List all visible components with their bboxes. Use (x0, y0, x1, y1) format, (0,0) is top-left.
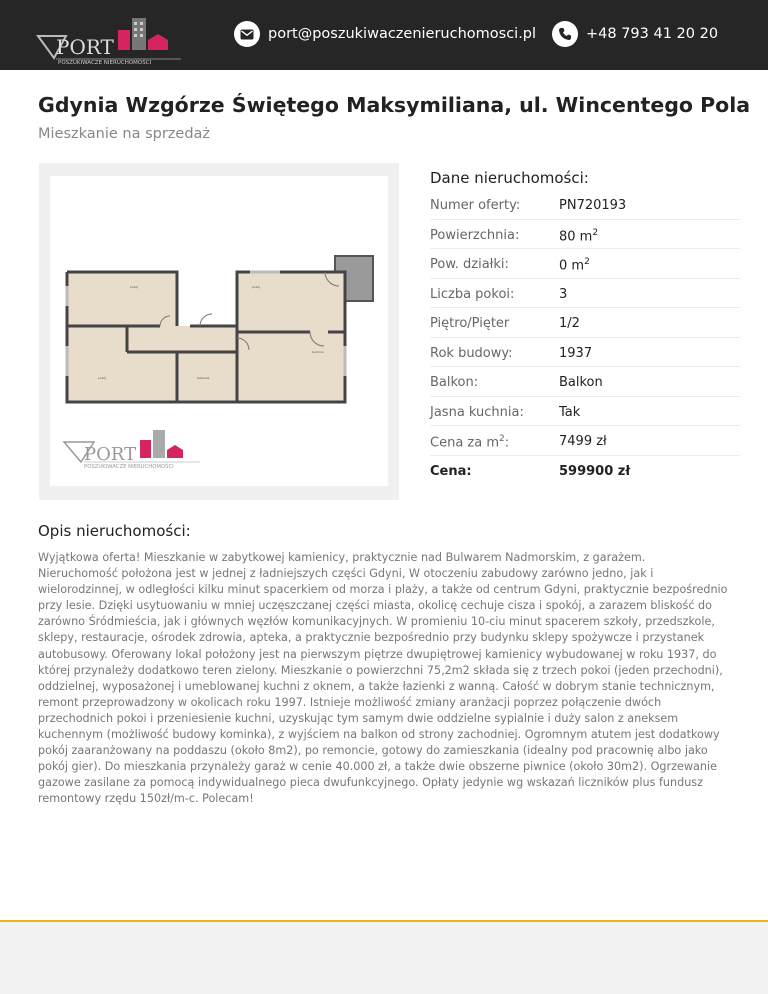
details-row-plot-area (430, 249, 740, 279)
detail-label-text: Cena za m (430, 435, 499, 451)
detail-label-suffix: : (504, 435, 510, 451)
page-subtitle: Mieszkanie na sprzedaż (38, 126, 211, 142)
svg-text:łazienka: łazienka (197, 376, 210, 380)
contact-phone[interactable] (552, 20, 718, 48)
detail-value-sup: 2 (584, 257, 590, 267)
description-heading: Opis nieruchomości: (38, 522, 191, 540)
details-table (430, 190, 740, 485)
detail-value-sup: 2 (592, 227, 599, 238)
details-row-year (430, 338, 740, 368)
detail-value: PN720193 (559, 198, 627, 213)
detail-value: 3 (559, 286, 568, 302)
email-text[interactable]: port@poszukiwaczenieruchomosci.pl (268, 26, 537, 42)
svg-text:kuchnia: kuchnia (312, 350, 324, 354)
detail-label: Liczba pokoi: (430, 286, 515, 302)
detail-value-text: 0 m (559, 258, 585, 274)
svg-text:PORT: PORT (84, 444, 137, 465)
detail-value (559, 257, 590, 273)
detail-value: 599900 zł (559, 463, 631, 479)
phone-icon (552, 21, 578, 47)
svg-text:pokój: pokój (98, 376, 107, 380)
svg-text:pokój: pokój (130, 285, 139, 289)
top-bar (0, 0, 768, 70)
svg-text:pokój: pokój (252, 285, 261, 289)
detail-value (559, 228, 598, 244)
footer (0, 922, 768, 994)
detail-label: Powierzchnia: (430, 227, 520, 243)
contact-email[interactable] (234, 20, 536, 48)
detail-value: 1937 (559, 345, 593, 361)
detail-label: Piętro/Pięter (430, 316, 510, 331)
details-row-price (430, 456, 740, 486)
detail-value: 7499 zł (559, 434, 607, 449)
detail-label: Rok budowy: (430, 345, 513, 361)
detail-label: Jasna kuchnia: (430, 404, 524, 420)
page-title: Gdynia Wzgórze Świętego Maksymiliana, ul. Wincentego Pola (38, 93, 751, 117)
details-row-offer-number (430, 190, 740, 220)
detail-value-text: 80 m (559, 228, 593, 244)
company-logo[interactable] (36, 12, 186, 66)
svg-text:POSZUKIWACZE NIERUCHOMOŚCI: POSZUKIWACZE NIERUCHOMOŚCI (84, 464, 174, 470)
details-row-rooms (430, 279, 740, 309)
envelope-icon (234, 21, 260, 47)
detail-label: Numer oferty: (430, 198, 521, 213)
floor-plan-image[interactable] (39, 163, 399, 500)
details-heading: Dane nieruchomości: (430, 169, 589, 187)
detail-value: 1/2 (559, 316, 580, 331)
svg-text:POSZUKIWACZE NIERUCHOMOŚCI: POSZUKIWACZE NIERUCHOMOŚCI (58, 60, 152, 66)
detail-label: Pow. działki: (430, 257, 509, 272)
details-row-bright-kitchen (430, 397, 740, 427)
detail-label (430, 434, 509, 450)
details-row-price-per-m2 (430, 426, 740, 456)
svg-text:PORT: PORT (56, 35, 114, 59)
phone-text[interactable]: +48 793 41 20 20 (586, 26, 719, 42)
details-row-floor (430, 308, 740, 338)
detail-label: Cena: (430, 463, 472, 479)
floor-plan-drawing (50, 176, 388, 486)
details-row-balcony (430, 367, 740, 397)
details-row-area (430, 220, 740, 250)
floor-plan-canvas (50, 176, 388, 486)
detail-label: Balkon: (430, 375, 479, 390)
description-text: Wyjątkowa oferta! Mieszkanie w zabytkowej kamienicy, praktycznie nad Bulwarem Nadmorskim, z garażem. Nieruchomość położona jest w jednej z ładniejszych części Gdyni, W otoczeniu zabudowy zarówno jedno, jak i wielorodzinnej, w odległości kilku minut spacerkiem od morza i plaży, a także od centrum Gdyni, praktycznie bezpośrednio przy lesie. Dzięki usytuowaniu w mniej uczęszczanej części miasta, okolicę cechuje cisza i spokój, a zarazem bliskość do zarówno Śródmieścia, jak i głównych węzłów komunikacyjnych. W promieniu 10-ciu minut spacerem szkoły, przedszkole, sklepy, restauracje, ośrodek zdrowia, apteka, a praktycznie bezpośrednio przy budynku sklepy spożywcze i przystanek autobusowy. Oferowany lokal położony jest na pierwszym piętrze dwupiętrowej kamienicy wybudowanej w roku 1937, do której przynależy dodatkowo teren zielony. Mieszkanie o powierzchni 75,2m2 składa się z trzech pokoi (jeden przechodni), oddzielnej, wyposażonej i umeblowanej kuchni z oknem, a także łazienki z wanną. Całość w dobrym stanie technicznym, remont przeprowadzony w okolicach roku 1997. Istnieje możliwość zmiany aranżacji poprzez połączenie dwóch przechodnich pokoi i przeniesienie kuchni, uzyskując tym samym dwie oddzielne sypialnie i duży salon z aneksem kuchennym (możliwość budowy kominka), z wyjściem na balkon od strony zachodniej. Ogromnym atutem jest dodatkowy pokój zaaranżowany na poddaszu (około 8m2), po remoncie, gotowy do zamieszkania (idealny pod pracownię albo jako pokój gier). Do mieszkania przynależy garaż w cenie 40.000 zł, a także dwie obszerne piwnice (około 30m2). Ogrzewanie gazowe zasilane za pomocą indywidualnego pieca dwufunkcyjnego. Opłaty jedynie wg wskazań liczników plus fundusz remontowy rzędu 150zł/m-c. Polecam! (38, 551, 728, 806)
detail-label-sup: 2 (499, 434, 505, 444)
detail-value: Tak (559, 404, 581, 420)
detail-value: Balkon (559, 375, 603, 390)
